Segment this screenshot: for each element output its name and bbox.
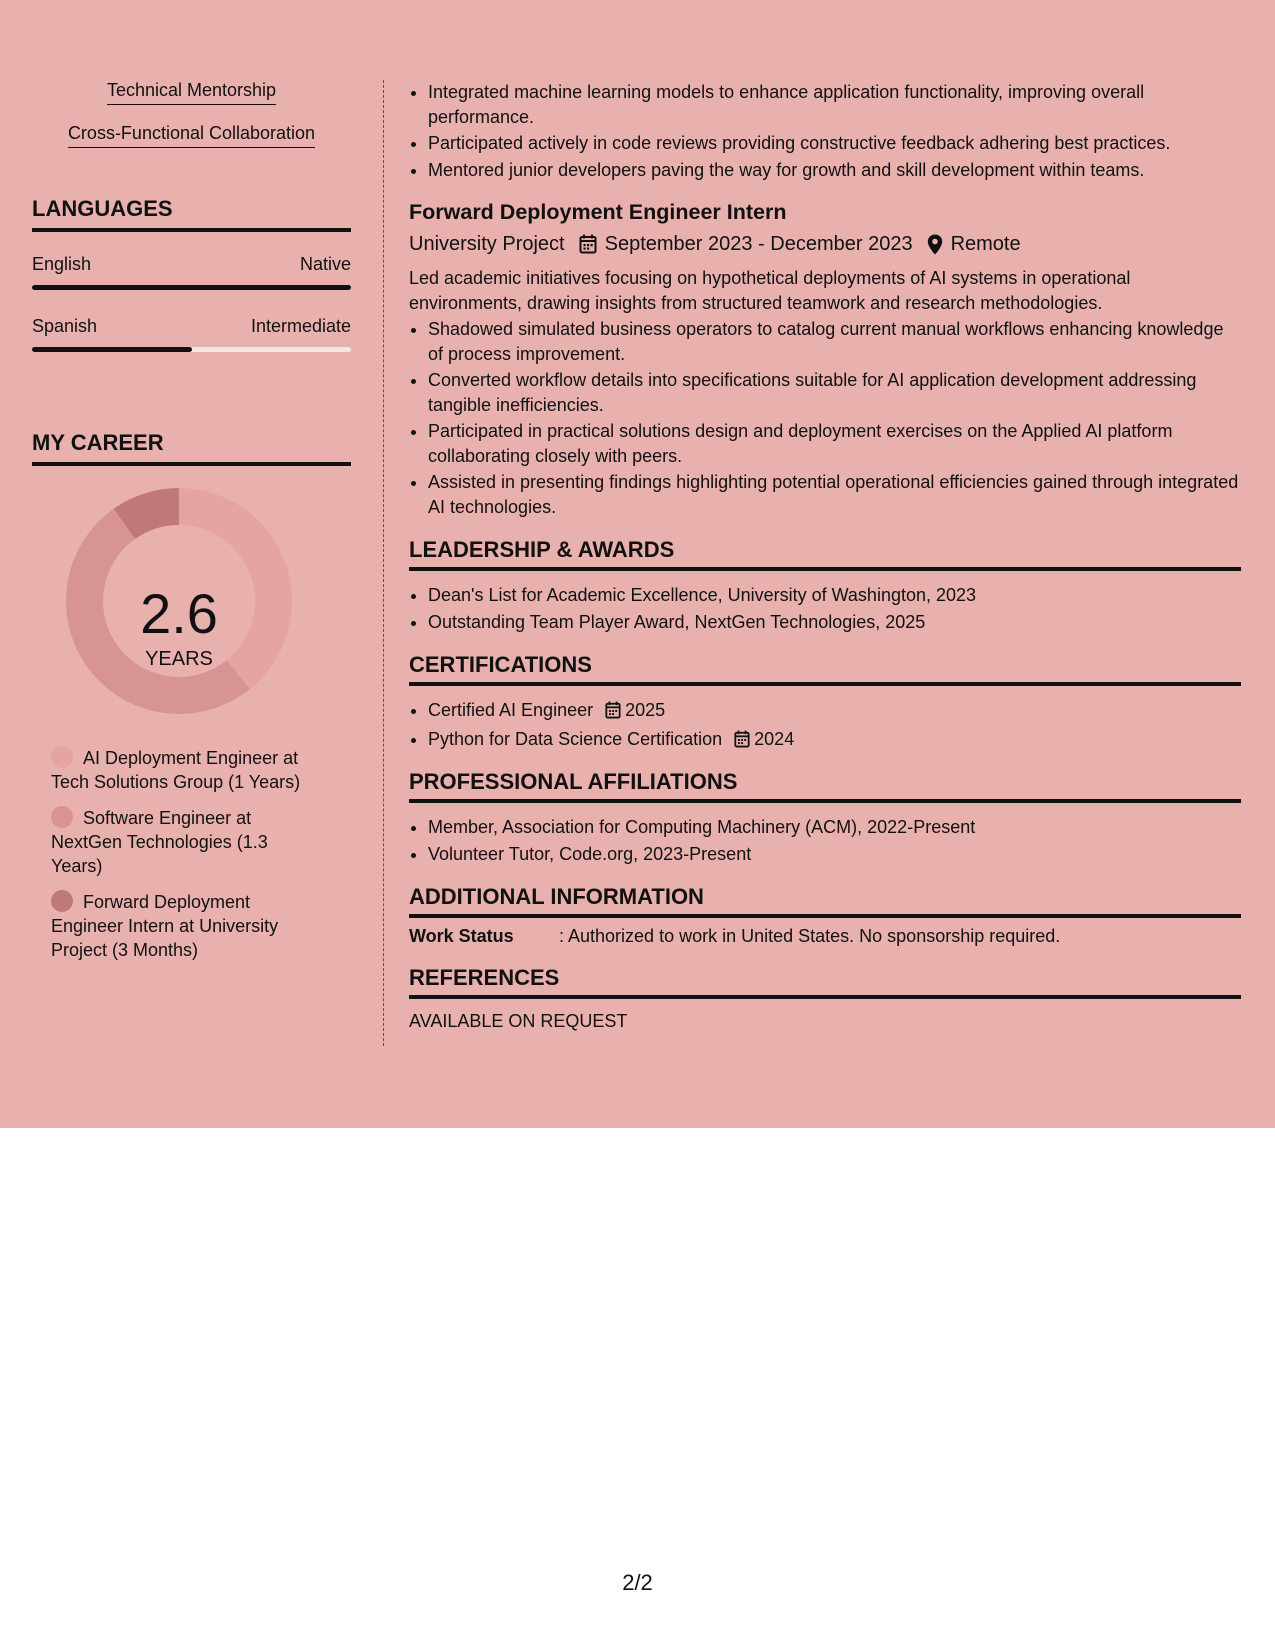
sidebar <box>32 80 351 974</box>
list-item: • Shadowed simulated business operators to catalog current manual workflows enhancing knowledge of process improvement. <box>428 317 1241 366</box>
job-company: University Project <box>409 233 565 255</box>
work-status-label: Work Status <box>409 926 514 946</box>
skill-label: Technical Mentorship <box>107 80 276 105</box>
career-legend-swatch <box>51 806 73 828</box>
career-total-unit: YEARS <box>145 648 213 670</box>
awards-section <box>409 537 1241 634</box>
job-bullets <box>409 317 1241 519</box>
calendar-icon <box>579 234 597 254</box>
list-item: • Participated actively in code reviews providing constructive feedback adhering best practices. <box>428 131 1241 156</box>
calendar-icon <box>734 730 750 748</box>
career-donut-svg <box>32 488 351 728</box>
career-legend-label: Forward Deployment Engineer Intern at University Project (3 Months) <box>51 892 279 960</box>
awards-heading: LEADERSHIP & AWARDS <box>409 537 1241 571</box>
list-item: • Participated in practical solutions design and deployment exercises on the Applied AI platform collaborating closely with peers. <box>428 419 1241 468</box>
affiliations-heading: PROFESSIONAL AFFILIATIONS <box>409 769 1241 803</box>
previous-job-bullets <box>409 80 1241 182</box>
skill-item <box>32 80 351 105</box>
list-item: • Dean's List for Academic Excellence, University of Washington, 2023 <box>428 583 1241 608</box>
experience-entry <box>409 198 1241 519</box>
language-proficiency-bar <box>32 285 351 290</box>
language-level: Intermediate <box>250 316 351 336</box>
references-heading: REFERENCES <box>409 965 1241 999</box>
languages-heading: LANGUAGES <box>32 196 351 232</box>
language-name: English <box>32 254 92 274</box>
list-item: • Converted workflow details into specifications suitable for AI application development addressing tangible inefficiencies. <box>428 368 1241 417</box>
career-donut-chart <box>32 488 351 728</box>
certification-year: 2024 <box>754 728 795 749</box>
certification-name: • Certified AI Engineer <box>428 700 594 720</box>
certifications-section <box>409 652 1241 751</box>
skill-label: Cross-Functional Collaboration <box>68 123 315 148</box>
language-proficiency-fill <box>32 285 351 290</box>
list-item <box>428 698 1241 723</box>
list-item: • Mentored junior developers paving the way for growth and skill development within teams. <box>428 158 1241 183</box>
job-dates: September 2023 - December 2023 <box>604 233 913 255</box>
references-text: AVAILABLE ON REQUEST <box>409 1011 628 1031</box>
career-total-years: 2.6 <box>140 582 218 645</box>
language-proficiency-fill <box>32 347 192 352</box>
column-divider <box>383 80 384 1046</box>
list-item <box>428 727 1241 752</box>
career-legend-item <box>32 746 321 794</box>
affiliations-section <box>409 769 1241 866</box>
certification-name: • Python for Data Science Certification <box>428 728 723 749</box>
career-heading: MY CAREER <box>32 430 351 466</box>
language-name: Spanish <box>32 316 98 336</box>
skill-item <box>32 123 351 148</box>
career-legend-item <box>32 806 321 878</box>
career-legend-label: AI Deployment Engineer at Tech Solutions Group (1 Years) <box>51 748 301 792</box>
list-item: • Outstanding Team Player Award, NextGen Technologies, 2025 <box>428 610 1241 635</box>
list-item: • Assisted in presenting findings highlighting potential operational efficiencies gained through integrated AI technologies. <box>428 470 1241 519</box>
references-section <box>409 965 1241 1032</box>
job-title: Forward Deployment Engineer Intern <box>409 200 787 224</box>
page-number: 2/2 <box>622 1570 653 1595</box>
main-content <box>409 80 1241 1032</box>
language-item <box>32 254 351 290</box>
career-legend <box>32 746 351 962</box>
certifications-heading: CERTIFICATIONS <box>409 652 1241 686</box>
work-status-value: : Authorized to work in United States. No sponsorship required. <box>559 926 1061 946</box>
additional-info-heading: ADDITIONAL INFORMATION <box>409 884 1241 918</box>
certification-year: 2025 <box>625 700 666 720</box>
language-proficiency-bar <box>32 347 351 352</box>
job-description: Led academic initiatives focusing on hypothetical deployments of AI systems in operational environments, drawing insights from structured teamwork and research methodologies. <box>409 268 1131 313</box>
career-legend-swatch <box>51 746 73 768</box>
additional-info-section <box>409 884 1241 947</box>
job-location: Remote <box>950 233 1021 255</box>
career-legend-item <box>32 890 321 962</box>
career-legend-swatch <box>51 890 73 912</box>
list-item: • Member, Association for Computing Machinery (ACM), 2022-Present <box>428 815 1241 840</box>
calendar-icon <box>605 701 621 719</box>
career-legend-label: Software Engineer at NextGen Technologies (1.3 Years) <box>51 808 268 876</box>
list-item: • Volunteer Tutor, Code.org, 2023-Present <box>428 842 1241 867</box>
language-item <box>32 316 351 352</box>
location-pin-icon <box>927 234 943 255</box>
list-item: • Integrated machine learning models to enhance application functionality, improving overall performance. <box>428 80 1241 129</box>
job-meta <box>409 230 1241 258</box>
language-level: Native <box>299 254 351 274</box>
